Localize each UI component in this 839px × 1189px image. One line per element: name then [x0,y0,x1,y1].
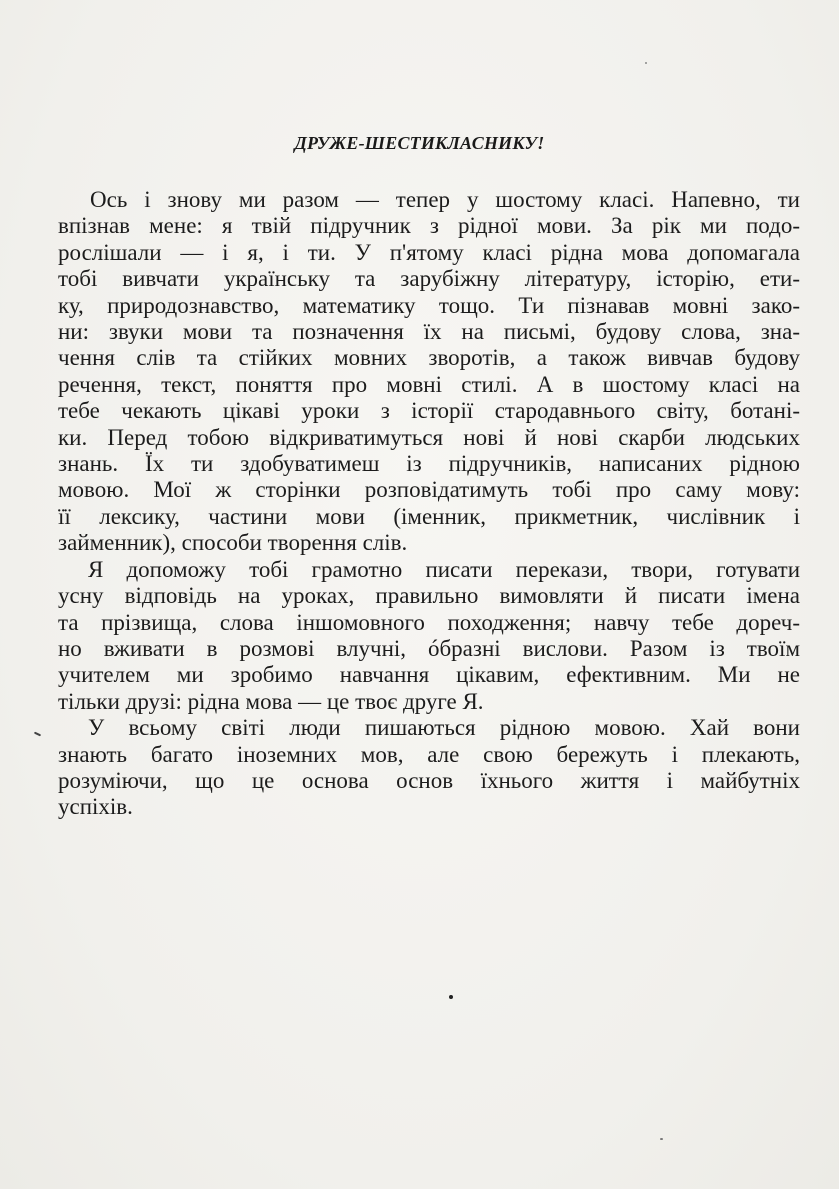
text-line: ку, природознавство, математику тощо. Ти пізнавав мовні зако- [58,292,800,318]
text-line: Ось і знову ми разом — тепер у шостому класі. Напевно, ти [90,187,800,212]
text-line: рослішали — і я, і ти. У п'ятому класі рідна мова допомагала [58,239,800,265]
scan-speck [645,62,647,64]
scan-speck [660,1138,663,1140]
scan-speck [34,732,41,737]
text-line: ки. Перед тобою відкриватимуться нові й нові скарби людських [58,424,800,450]
scan-speck [449,995,453,999]
text-line: та прізвища, слова іншомовного походження; навчу тебе дореч- [58,609,800,635]
text-line: усну відповідь на уроках, правильно вимовляти й писати імена [58,583,800,609]
text-line: У всьому світі люди пишаються рідною мовою. Хай вони [88,715,800,741]
paragraph-2 [58,556,800,715]
text-line: мовою. Мої ж сторінки розповідатимуть тобі про саму мову: [58,477,800,503]
text-line: речення, текст, поняття про мовні стилі. А в шостому класі на [58,371,800,397]
text-line: займенник), способи творення слів. [58,530,408,556]
text-line: знають багато іноземних мов, але свою бережуть і плекають, [58,741,800,767]
text-line: тільки друзі: рідна мова — це твоє друге Я. [58,688,484,714]
text-line: чення слів та стійких мовних зворотів, а також вивчав будову [58,345,800,371]
text-line: тебе чекають цікаві уроки з історії стародавнього світу, ботані- [58,398,800,424]
text-line: знань. Їх ти здобуватимеш із підручників, написаних рідною [58,451,800,477]
text-line: розуміючи, що це основа основ їхнього життя і майбутніх [58,767,800,793]
paragraph-1 [58,187,800,557]
paragraph-3 [58,715,800,821]
text-line: ни: звуки мови та позначення їх на письмі, будову слова, зна- [58,319,800,345]
body-text [58,187,800,821]
text-line: її лексику, частини мови (іменник, прикметник, числівник і [58,503,800,529]
text-line: успіхів. [58,794,133,820]
text-line: но вживати в розмові влучні, óбразні вислови. Разом із твоїм [58,635,800,661]
text-line: Я допоможу тобі грамотно писати перекази, твори, готувати [88,556,800,582]
text-line: тобі вивчати українську та зарубіжну літературу, історію, ети- [58,266,800,292]
text-line: впізнав мене: я твій підручник з рідної мови. За рік ми подо- [58,213,800,239]
page-title: ДРУЖЕ-ШЕСТИКЛАСНИКУ! [294,133,545,153]
text-line: учителем ми зробимо навчання цікавим, ефективним. Ми не [58,662,800,688]
